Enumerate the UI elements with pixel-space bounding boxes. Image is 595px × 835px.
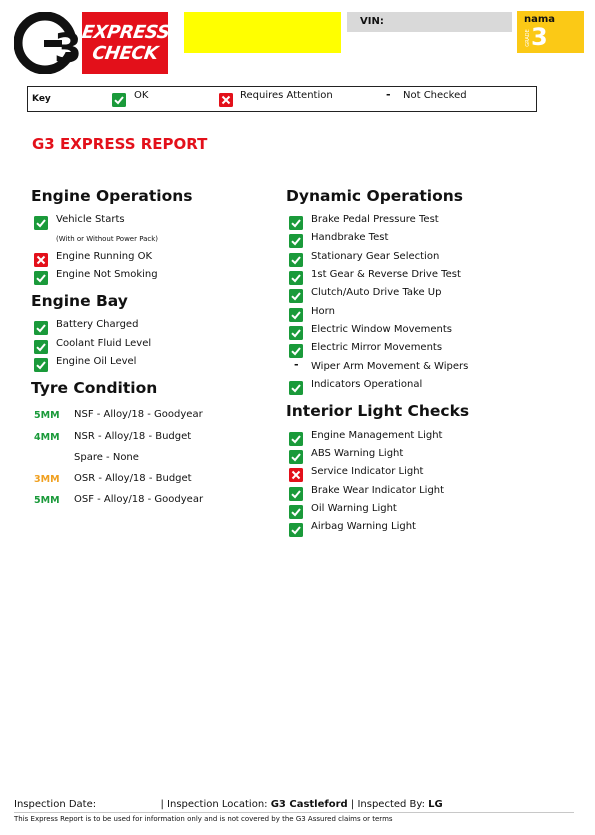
key-not-checked-symbol: - xyxy=(386,88,391,101)
nama-grade-number: 3 xyxy=(531,23,548,51)
logo-line1: EXPRESS xyxy=(80,22,171,43)
engine-bay-1-icon xyxy=(34,339,48,358)
light-5-icon xyxy=(289,522,303,541)
tyre-condition-heading: Tyre Condition xyxy=(31,379,158,397)
nama-word: nama xyxy=(524,14,556,25)
tyre-3-depth: 3MM xyxy=(34,474,60,485)
dynamic-op-3-label: 1st Gear & Reverse Drive Test xyxy=(311,269,461,280)
engine-operations-heading: Engine Operations xyxy=(31,187,193,205)
dynamic-op-4-label: Clutch/Auto Drive Take Up xyxy=(311,287,442,298)
light-5-label: Airbag Warning Light xyxy=(311,521,416,532)
g3-logo-icon xyxy=(14,12,82,74)
dynamic-op-8-label: Wiper Arm Movement & Wipers xyxy=(311,361,469,372)
dynamic-op-1-icon xyxy=(289,233,303,252)
logo-wordmark xyxy=(80,12,171,74)
light-2-label: Service Indicator Light xyxy=(311,466,424,477)
key-attention-text: Requires Attention xyxy=(240,90,333,101)
light-1-icon xyxy=(289,449,303,468)
g3-express-check-logo xyxy=(14,12,170,74)
nama-grade-badge xyxy=(517,11,584,53)
dynamic-op-0-icon xyxy=(289,215,303,234)
key-not-checked-text: Not Checked xyxy=(403,90,467,101)
tyre-0-label: NSF - Alloy/18 - Goodyear xyxy=(74,409,203,420)
logo-line2: CHECK xyxy=(90,43,160,64)
tyre-2-label: Spare - None xyxy=(74,452,139,463)
tyre-0-depth: 5MM xyxy=(34,410,60,421)
dynamic-op-7-label: Electric Mirror Movements xyxy=(311,342,443,353)
light-3-icon xyxy=(289,486,303,505)
light-3-label: Brake Wear Indicator Light xyxy=(311,485,445,496)
dynamic-op-9-label: Indicators Operational xyxy=(311,379,423,390)
dynamic-op-1-label: Handbrake Test xyxy=(311,232,389,243)
dynamic-op-8-not-checked: - xyxy=(294,358,299,371)
tyre-1-depth: 4MM xyxy=(34,432,60,443)
tyre-3-label: OSR - Alloy/18 - Budget xyxy=(74,473,192,484)
light-2-icon xyxy=(289,467,303,486)
dynamic-op-5-label: Horn xyxy=(311,306,335,317)
engine-bay-0-label: Battery Charged xyxy=(56,319,139,330)
vin-label: VIN: xyxy=(360,16,384,27)
engine-op-0-icon xyxy=(34,215,48,234)
engine-op-2-label: Engine Not Smoking xyxy=(56,269,158,280)
dynamic-op-0-label: Brake Pedal Pressure Test xyxy=(311,214,439,225)
light-0-icon xyxy=(289,431,303,450)
key-label: Key xyxy=(32,94,51,104)
engine-op-1-label: Engine Running OK xyxy=(56,251,153,262)
light-4-icon xyxy=(289,504,303,523)
engine-op-1-icon xyxy=(34,252,48,271)
inspected-by-label: | Inspected By: xyxy=(350,799,425,810)
footer-divider xyxy=(14,812,574,813)
dynamic-op-6-icon xyxy=(289,325,303,344)
engine-bay-2-label: Engine Oil Level xyxy=(56,356,137,367)
registration-plate-box xyxy=(184,12,341,53)
report-title: G3 EXPRESS REPORT xyxy=(32,135,208,153)
disclaimer: This Express Report is to be used for information only and is not covered by the G3 Assured claims or terms xyxy=(14,815,393,823)
dynamic-op-9-icon xyxy=(289,380,303,399)
dynamic-op-3-icon xyxy=(289,270,303,289)
light-4-label: Oil Warning Light xyxy=(311,503,397,514)
engine-op-0-sub: (With or Without Power Pack) xyxy=(56,235,159,243)
key-ok-text: OK xyxy=(134,90,149,101)
engine-op-0-label: Vehicle Starts xyxy=(56,214,125,225)
svg-text:3: 3 xyxy=(54,26,82,72)
tyre-4-label: OSF - Alloy/18 - Goodyear xyxy=(74,494,204,505)
dynamic-op-2-icon xyxy=(289,252,303,271)
inspection-location-value: G3 Castleford xyxy=(270,799,348,810)
interior-light-checks-heading: Interior Light Checks xyxy=(286,402,470,420)
dynamic-op-5-icon xyxy=(289,307,303,326)
key-ok-icon xyxy=(112,92,126,111)
tyre-1-label: NSR - Alloy/18 - Budget xyxy=(74,431,192,442)
dynamic-op-4-icon xyxy=(289,288,303,307)
nama-grade-label: GRADE xyxy=(524,29,531,47)
inspection-location-label: | Inspection Location: xyxy=(160,799,268,810)
tyre-4-depth: 5MM xyxy=(34,495,60,506)
dynamic-operations-heading: Dynamic Operations xyxy=(286,187,464,205)
engine-bay-1-label: Coolant Fluid Level xyxy=(56,338,152,349)
dynamic-op-6-label: Electric Window Movements xyxy=(311,324,453,335)
inspected-by-value: LG xyxy=(428,799,443,810)
engine-bay-heading: Engine Bay xyxy=(31,292,128,310)
light-1-label: ABS Warning Light xyxy=(311,448,404,459)
light-0-label: Engine Management Light xyxy=(311,430,443,441)
key-attention-icon xyxy=(219,92,233,111)
inspection-footer xyxy=(14,799,443,810)
engine-bay-2-icon xyxy=(34,357,48,376)
engine-bay-0-icon xyxy=(34,320,48,339)
dynamic-op-2-label: Stationary Gear Selection xyxy=(311,251,440,262)
inspection-date-label: Inspection Date: xyxy=(14,799,97,810)
engine-op-2-icon xyxy=(34,270,48,289)
